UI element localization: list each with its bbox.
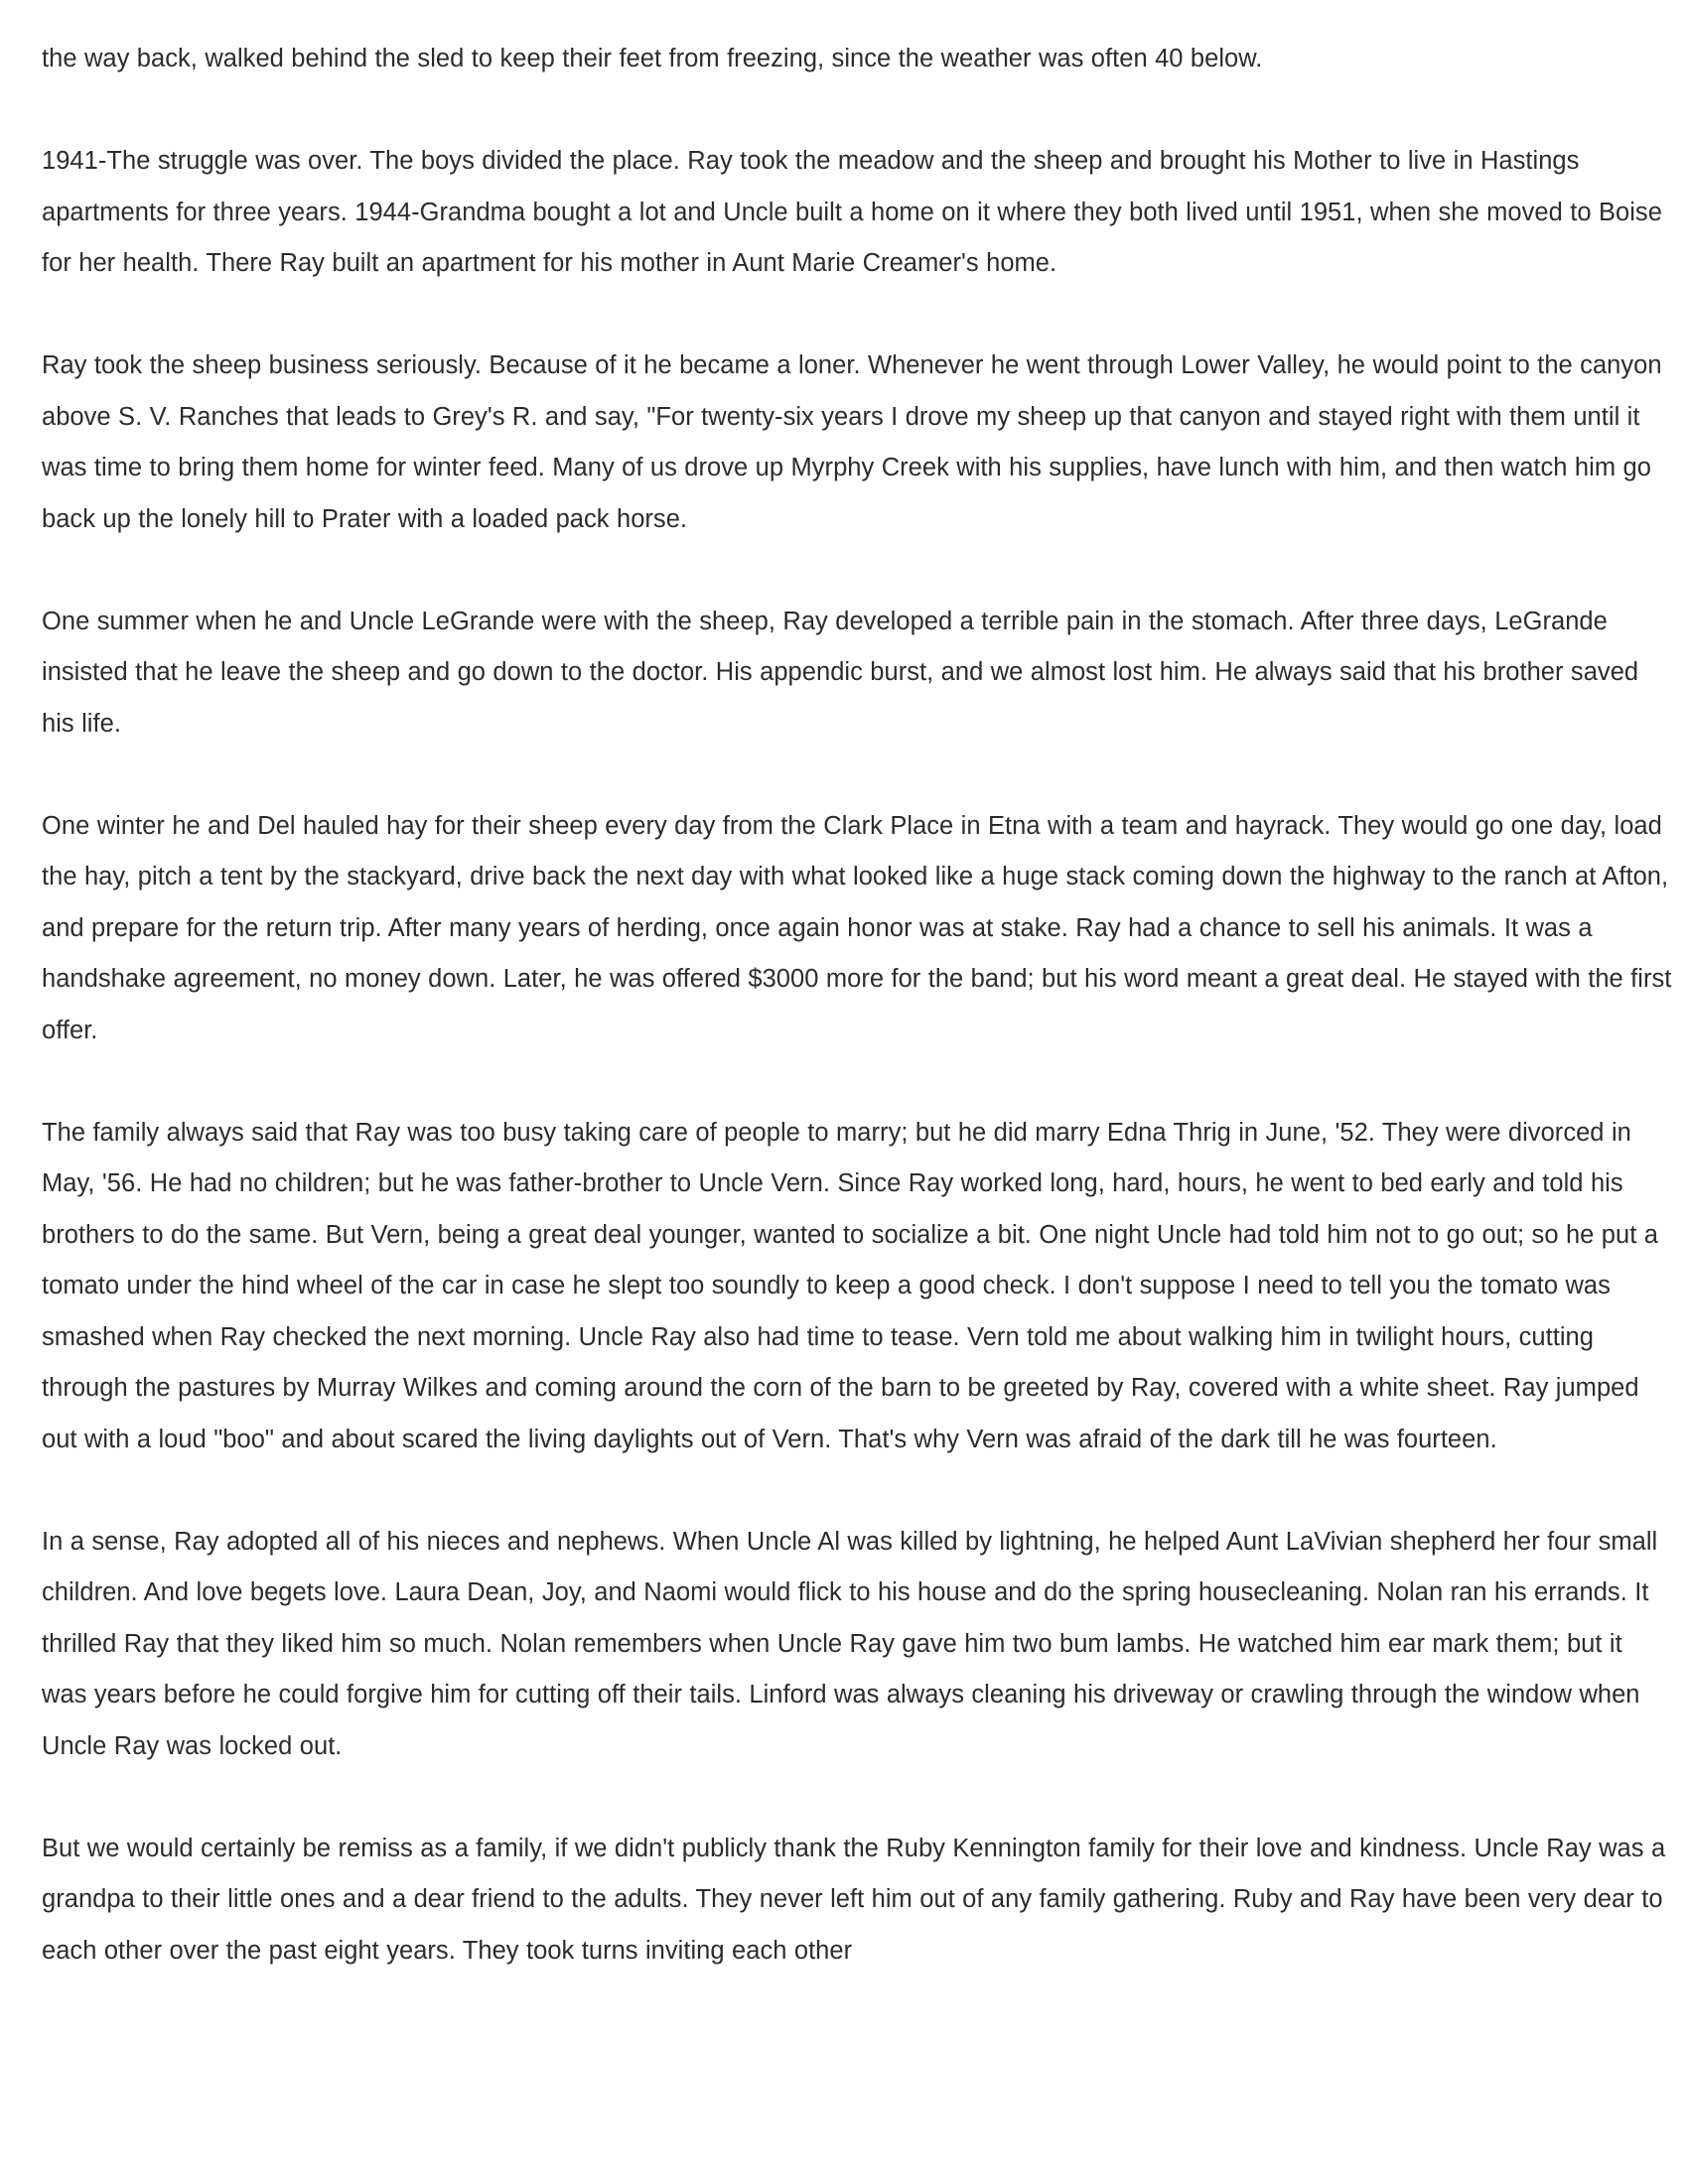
paragraph-kennington-family: But we would certainly be remiss as a family, if we didn't publicly thank the Ruby Kennington family for their love and kindness. Uncle Ray was a grandpa to their little ones and a dear friend to the adults. They never left him out of any family gathering. Ruby and Ray have been very dear to each other over the past eight years. They took turns inviting each other: [42, 1834, 1666, 1965]
paragraph-sheep-business: Ray took the sheep business seriously. Because of it he became a loner. Whenever he went through Lower Valley, he would point to the canyon above S. V. Ranches that leads to Grey's R. and say, "For twenty-six years I drove my sheep up that canyon and stayed right with them until it was time to bring them home for winter feed. Many of us drove up Myrphy Creek with his supplies, have lunch with him, and then watch him go back up the lonely hill to Prater with a loaded pack horse.: [42, 351, 1662, 533]
document-body: [42, 34, 1676, 1977]
paragraph-adopted-nieces-nephews: In a sense, Ray adopted all of his nieces and nephews. When Uncle Al was killed by lightning, he helped Aunt LaVivian shepherd her four small children. And love begets love. Laura Dean, Joy, and Naomi would flick to his house and do the spring housecleaning. Nolan ran his errands. It thrilled Ray that they liked him so much. Nolan remembers when Uncle Ray gave him two bum lambs. He watched him ear mark them; but it was years before he could forgive him for cutting off their tails. Linford was always cleaning his driveway or crawling through the window when Uncle Ray was locked out.: [42, 1527, 1658, 1760]
paragraph-continuation: the way back, walked behind the sled to keep their feet from freezing, since the weather was often 40 below.: [42, 45, 1263, 72]
paragraph-hauled-hay: One winter he and Del hauled hay for their sheep every day from the Clark Place in Etna with a team and hayrack. They would go one day, load the hay, pitch a tent by the stackyard, drive back the next day with what looked like a huge stack coming down the highway to the ranch at Afton, and prepare for the return trip. After many years of herding, once again honor was at stake. Ray had a chance to sell his animals. It was a handshake agreement, no money down. Later, he was offered $3000 more for the band; but his word meant a great deal. He stayed with the first offer.: [42, 811, 1672, 1044]
paragraph-marriage-vern: The family always said that Ray was too busy taking care of people to marry; but he did marry Edna Thrig in June, '52. They were divorced in May, '56. He had no children; but he was father-brother to Uncle Vern. Since Ray worked long, hard, hours, he went to bed early and told his brothers to do the same. But Vern, being a great deal younger, wanted to socialize a bit. One night Uncle had told him not to go out; so he put a tomato under the hind wheel of the car in case he slept too soundly to keep a good check. I don't suppose I need to tell you the tomato was smashed when Ray checked the next morning. Uncle Ray also had time to tease. Vern told me about walking him in twilight hours, cutting through the pastures by Murray Wilkes and coming around the corn of the barn to be greeted by Ray, covered with a white sheet. Ray jumped out with a loud "boo" and about scared the living daylights out of Vern. That's why Vern was afraid of the dark till he was fourteen.: [42, 1118, 1658, 1453]
paragraph-legrande-appendix: One summer when he and Uncle LeGrande were with the sheep, Ray developed a terrible pain in the stomach. After three days, LeGrande insisted that he leave the sheep and go down to the doctor. His appendic burst, and we almost lost him. He always said that his brother saved his life.: [42, 607, 1639, 738]
paragraph-1941-struggle-over: 1941-The struggle was over. The boys divided the place. Ray took the meadow and the sheep and brought his Mother to live in Hastings apartments for three years. 1944-Grandma bought a lot and Uncle built a home on it where they both lived until 1951, when she moved to Boise for her health. There Ray built an apartment for his mother in Aunt Marie Creamer's home.: [42, 147, 1662, 277]
